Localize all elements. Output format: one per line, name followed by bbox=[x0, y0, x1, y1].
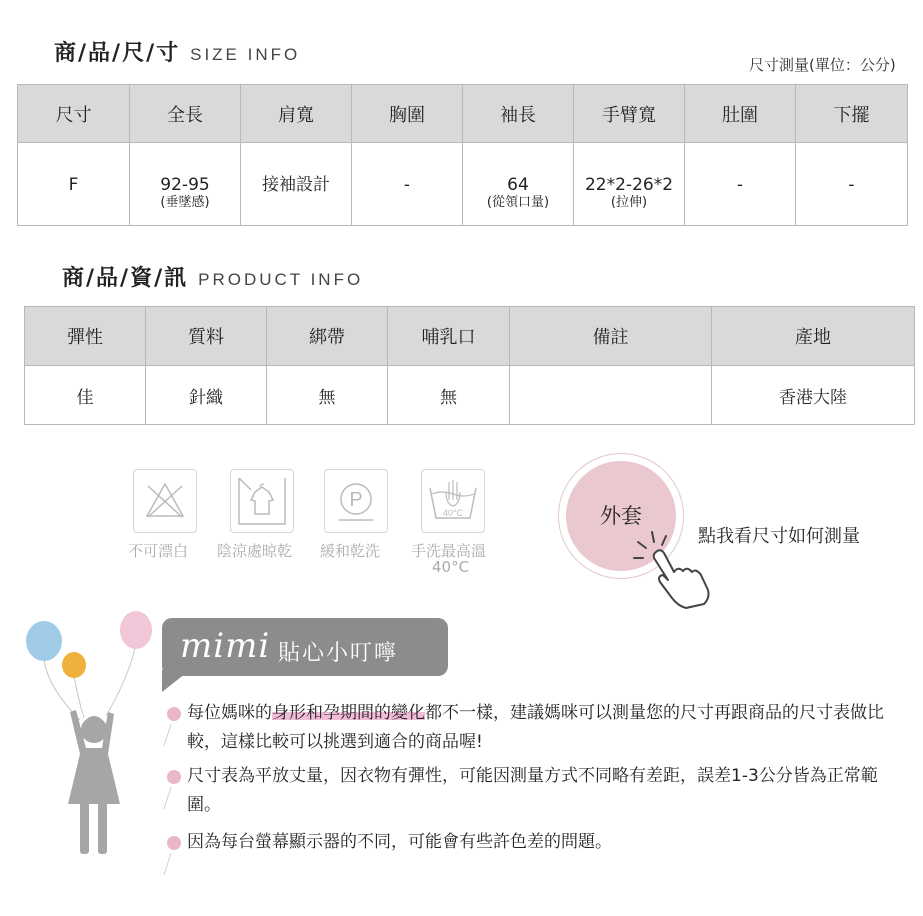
product-cell: 無 bbox=[267, 366, 388, 425]
size-unit-note: 尺寸測量(單位：公分) bbox=[749, 56, 896, 74]
tips-brand: mimi bbox=[180, 626, 271, 666]
size-info-title: 商/品/尺/寸 bbox=[54, 41, 181, 66]
tip-note-3: 因為每台螢幕顯示器的不同，可能會有些許色差的問題。 bbox=[187, 832, 612, 852]
product-header-cell: 哺乳口 bbox=[388, 307, 510, 366]
tip-note-2: 尺寸表為平放丈量，因衣物有彈性，可能因測量方式不同略有差距，誤差1-3公分皆為正常範圍。 bbox=[187, 766, 878, 815]
product-table bbox=[24, 306, 915, 425]
note-bullet-stem bbox=[163, 853, 181, 875]
size-cell: - bbox=[796, 143, 908, 226]
size-cell: - bbox=[352, 143, 463, 226]
size-cell: 22*2-26*2 (拉伸) bbox=[574, 143, 685, 226]
product-info-subtitle: PRODUCT INFO bbox=[198, 270, 364, 289]
tip-highlight: 身形和孕期間的變化 bbox=[272, 703, 425, 723]
category-label: 外套 bbox=[600, 504, 642, 528]
hand-wash-40-icon bbox=[421, 469, 485, 533]
no-bleach-icon bbox=[133, 469, 197, 533]
size-cell-note: (垂墜感) bbox=[160, 195, 210, 210]
product-info-title: 商/品/資/訊 bbox=[62, 266, 189, 291]
size-cell-note: (拉伸) bbox=[610, 195, 648, 210]
care-label: 緩和乾洗 bbox=[320, 542, 381, 560]
note-bullet bbox=[167, 836, 181, 850]
note-bullet bbox=[167, 770, 181, 784]
product-header-cell: 質料 bbox=[146, 307, 267, 366]
pink-balloon bbox=[120, 611, 152, 649]
size-cell: 92-95 (垂墜感) bbox=[130, 143, 241, 226]
size-header-cell: 肚圍 bbox=[685, 85, 796, 143]
product-header-cell: 備註 bbox=[510, 307, 712, 366]
care-label: 不可漂白 bbox=[128, 542, 189, 560]
note-bullet-stem bbox=[163, 724, 181, 746]
blue-balloon bbox=[26, 621, 62, 661]
size-header-cell: 尺寸 bbox=[18, 85, 130, 143]
gentle-dry-clean-icon bbox=[324, 469, 388, 533]
size-table-row bbox=[18, 143, 908, 226]
tips-bubble-tail bbox=[162, 670, 190, 692]
size-header-cell: 下擺 bbox=[796, 85, 908, 143]
size-cell: F bbox=[18, 143, 130, 226]
size-info-heading bbox=[54, 36, 300, 67]
product-cell: 無 bbox=[388, 366, 510, 425]
product-cell: 針織 bbox=[146, 366, 267, 425]
wash-temp: 40°C bbox=[442, 508, 464, 518]
care-label: 陰涼處晾乾 bbox=[217, 542, 293, 560]
product-cell: 佳 bbox=[25, 366, 146, 425]
size-cell: 64 (從領口量) bbox=[463, 143, 574, 226]
shade-dry-icon bbox=[230, 469, 294, 533]
product-info-heading bbox=[62, 261, 363, 292]
care-label: 手洗最高溫 bbox=[411, 542, 487, 560]
size-header-cell: 全長 bbox=[130, 85, 241, 143]
size-header-cell: 肩寬 bbox=[241, 85, 352, 143]
dry-clean-letter: P bbox=[349, 489, 363, 511]
measure-guide-link[interactable]: 點我看尺寸如何測量 bbox=[698, 526, 860, 547]
size-header-cell: 手臂寬 bbox=[574, 85, 685, 143]
size-cell: - bbox=[685, 143, 796, 226]
note-bullet-stem bbox=[163, 787, 181, 809]
product-cell: 香港大陸 bbox=[712, 366, 915, 425]
size-table bbox=[17, 84, 908, 226]
product-header-cell: 產地 bbox=[712, 307, 915, 366]
size-cell-note: (從領口量) bbox=[486, 195, 550, 210]
size-header-cell: 胸圍 bbox=[352, 85, 463, 143]
size-cell: 接袖設計 bbox=[241, 143, 352, 226]
note-bullet bbox=[167, 707, 181, 721]
size-header-cell: 袖長 bbox=[463, 85, 574, 143]
size-table-header-row bbox=[18, 85, 908, 143]
girl-balloons-illustration bbox=[20, 608, 160, 883]
size-info-subtitle: SIZE INFO bbox=[190, 45, 301, 64]
girl-silhouette bbox=[68, 710, 120, 854]
product-table-header-row bbox=[25, 307, 915, 366]
orange-balloon bbox=[62, 652, 86, 678]
product-header-cell: 綁帶 bbox=[267, 307, 388, 366]
tip-note-1: 每位媽咪的身形和孕期間的變化都不一樣，建議媽咪可以測量您的尺寸再跟商品的尺寸表做比較，這樣比較可以挑選到適合的商品喔! bbox=[187, 703, 884, 752]
product-cell bbox=[510, 366, 712, 425]
product-header-cell: 彈性 bbox=[25, 307, 146, 366]
product-table-row bbox=[25, 366, 915, 425]
tips-title: 貼心小叮嚀 bbox=[278, 641, 399, 666]
care-label-temp: 40°C bbox=[432, 558, 470, 576]
